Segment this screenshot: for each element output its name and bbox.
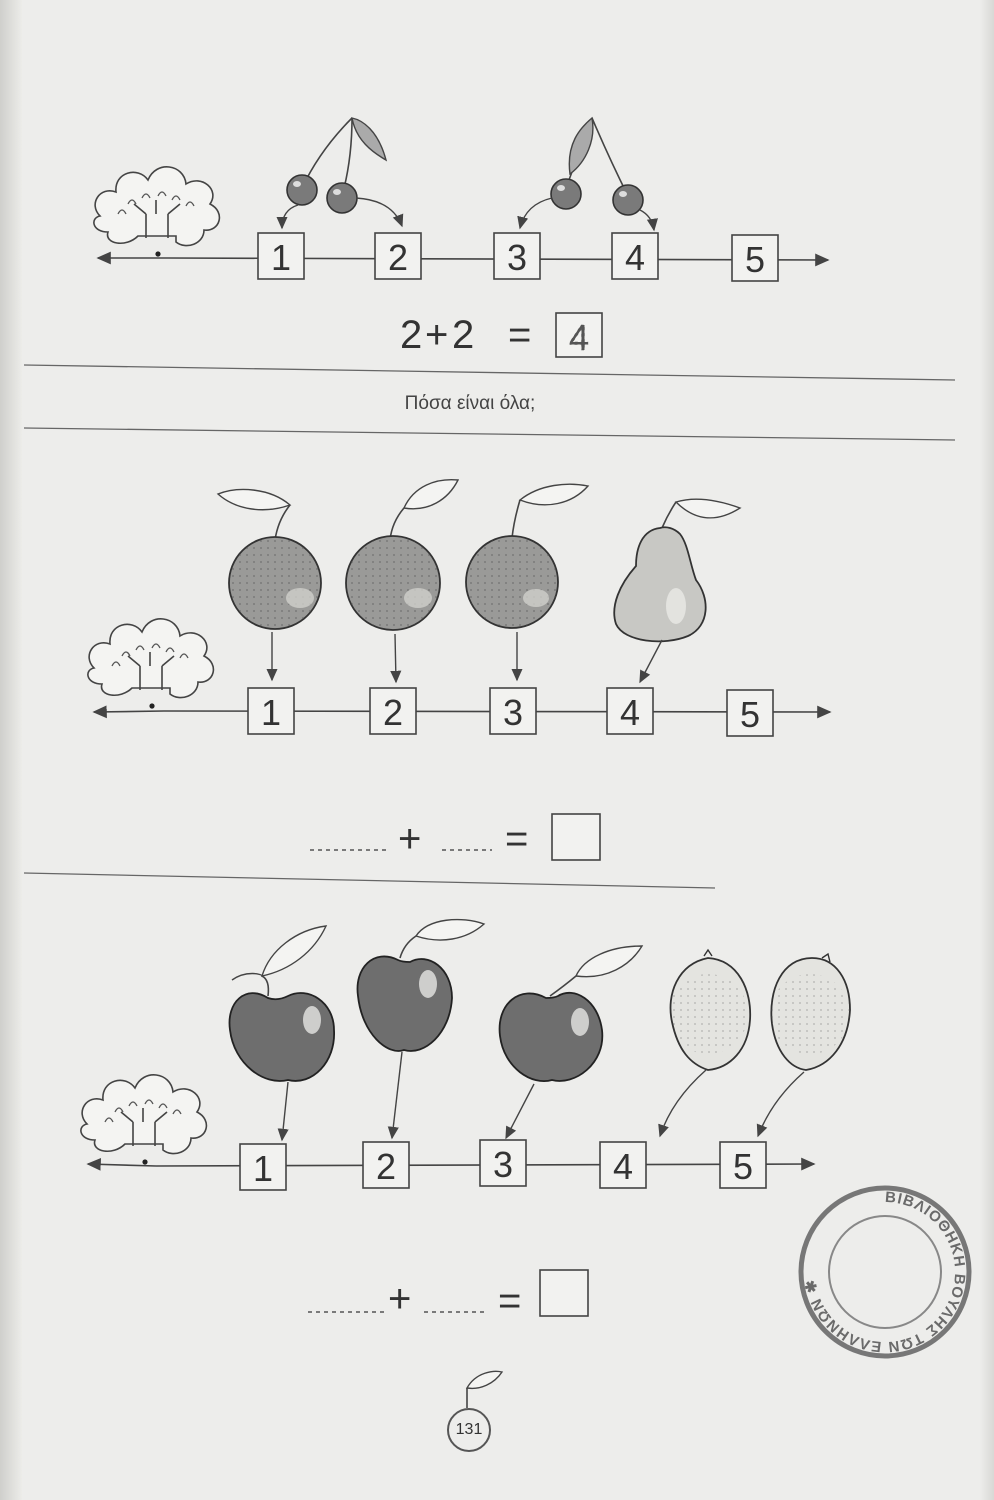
svg-text:2: 2 xyxy=(452,313,475,357)
cherries-icon xyxy=(282,118,402,228)
number-box xyxy=(727,690,773,736)
svg-text:2: 2 xyxy=(400,313,423,357)
svg-text:=: = xyxy=(498,1279,522,1323)
page-number: 131 xyxy=(447,1408,491,1452)
page-number-leaf-icon xyxy=(467,1371,502,1408)
svg-text:5: 5 xyxy=(744,239,766,280)
exercise-1-equation xyxy=(310,814,600,861)
number-box xyxy=(370,688,416,734)
number-box xyxy=(494,233,540,279)
number-box xyxy=(732,235,778,281)
number-box xyxy=(607,688,653,734)
svg-text:1: 1 xyxy=(252,1148,274,1189)
orange-icon xyxy=(466,484,588,628)
svg-text:3: 3 xyxy=(502,692,524,733)
svg-text:4: 4 xyxy=(612,1146,634,1187)
orange-icon xyxy=(346,480,458,630)
stamp-text: ΒΙΒΛΙΟΘΗΚΗ ΒΟΥΛΗΣ ΤΩΝ ΕΛΛΗΝΩΝ ✱ xyxy=(802,1188,969,1356)
number-box xyxy=(612,233,658,279)
cherries-icon xyxy=(520,118,654,230)
svg-text:=: = xyxy=(508,313,532,357)
lemon-icon xyxy=(770,954,850,1070)
exercise-1-fruits xyxy=(218,480,740,682)
svg-text:2: 2 xyxy=(387,237,409,278)
number-box xyxy=(248,688,294,734)
number-box xyxy=(240,1144,286,1190)
example-number-line xyxy=(94,167,828,281)
svg-text:=: = xyxy=(505,817,529,861)
svg-text:4: 4 xyxy=(624,237,646,278)
separator-line xyxy=(24,873,715,888)
tree-icon xyxy=(88,619,214,709)
lemon-icon xyxy=(668,950,750,1070)
svg-text:3: 3 xyxy=(506,237,528,278)
number-box xyxy=(258,233,304,279)
svg-text:1: 1 xyxy=(270,237,292,278)
number-box xyxy=(480,1140,526,1186)
apple-icon xyxy=(229,926,334,1081)
number-box xyxy=(490,688,536,734)
svg-text:3: 3 xyxy=(492,1144,514,1185)
apple-icon xyxy=(357,920,484,1051)
svg-text:4: 4 xyxy=(619,692,641,733)
example-equation xyxy=(400,313,602,358)
page-heading: Πόσα είναι όλα; xyxy=(404,393,536,414)
answer-box xyxy=(540,1270,588,1316)
tree-icon xyxy=(94,167,220,257)
svg-text:+: + xyxy=(425,313,449,357)
svg-text:2: 2 xyxy=(375,1146,397,1187)
svg-text:2: 2 xyxy=(382,692,404,733)
tree-icon xyxy=(81,1075,207,1165)
apple-icon xyxy=(500,946,642,1081)
svg-text:+: + xyxy=(398,817,422,861)
number-box xyxy=(600,1142,646,1188)
pear-icon xyxy=(614,499,740,641)
orange-icon xyxy=(218,489,321,629)
svg-text:1: 1 xyxy=(260,692,282,733)
svg-text:+: + xyxy=(388,1277,412,1321)
number-box xyxy=(363,1142,409,1188)
number-box xyxy=(375,233,421,279)
exercise-2-number-line xyxy=(81,1075,814,1190)
exercise-2-equation xyxy=(308,1270,588,1323)
separator-line xyxy=(24,428,955,440)
number-box xyxy=(720,1142,766,1188)
svg-text:5: 5 xyxy=(732,1146,754,1187)
exercise-2-fruits xyxy=(229,920,850,1140)
svg-text:5: 5 xyxy=(739,694,761,735)
separator-line xyxy=(24,365,955,380)
library-stamp xyxy=(801,1188,969,1356)
answer-box xyxy=(552,814,600,860)
answer-digit: 4 xyxy=(568,317,590,358)
exercise-1-number-line xyxy=(88,619,830,736)
